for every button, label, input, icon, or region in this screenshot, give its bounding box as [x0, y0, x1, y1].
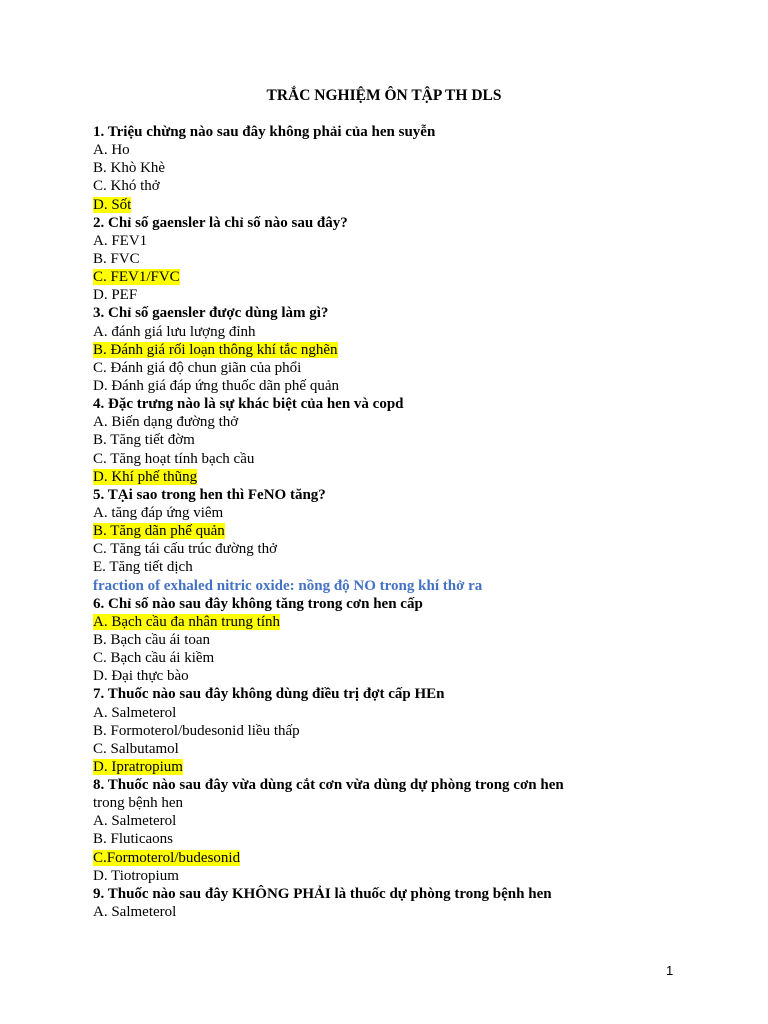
option-text: C. Khó thở [93, 178, 160, 195]
option-text: B. Khò Khè [93, 160, 166, 177]
document-title: TRẮC NGHIỆM ÔN TẬP TH DLS [266, 87, 502, 104]
option-text: D. PEF [93, 287, 138, 304]
option-text: A. tăng đáp ứng viêm [93, 504, 224, 521]
document-line [93, 468, 693, 486]
option-text: B. Tăng tiết đờm [93, 432, 195, 449]
option-text: A. Salmeterol [93, 904, 177, 921]
option-text: D. Tiotropium [93, 867, 179, 884]
answer-option-highlighted: C. FEV1/FVC [93, 269, 180, 286]
question-list [93, 123, 693, 921]
option-text: B. Bạch cầu ái toan [93, 631, 211, 648]
document-line [93, 577, 693, 595]
document-line [93, 740, 693, 758]
document-line [93, 903, 693, 921]
option-text: trong bệnh hen [93, 795, 183, 812]
option-text: D. Đánh giá đáp ứng thuốc dãn phế quản [93, 377, 339, 394]
option-text: A. FEV1 [93, 232, 148, 249]
question-text: 4. Đặc trưng nào là sự khác biệt của hen và copd [93, 396, 404, 413]
document-line [93, 214, 693, 232]
document-line [93, 431, 693, 449]
document-line [93, 232, 693, 250]
document-line [93, 649, 693, 667]
answer-option-highlighted: C.Formoterol/budesonid [93, 849, 241, 866]
answer-option-highlighted: D. Khí phế thũng [93, 468, 198, 485]
document-line [93, 830, 693, 848]
document-line [93, 323, 693, 341]
document-line [93, 177, 693, 195]
question-text: 1. Triệu chừng nào sau đây không phải của hen suyễn [93, 124, 436, 140]
document-line [93, 450, 693, 468]
answer-option-highlighted: B. Tăng dãn phế quản [93, 523, 225, 540]
answer-option-highlighted: A. Bạch cầu đa nhân trung tính [93, 613, 281, 630]
answer-option-highlighted: B. Đánh giá rối loạn thông khí tắc nghẽn [93, 341, 338, 358]
question-text: 9. Thuốc nào sau đây KHÔNG PHẢI là thuốc dự phòng trong bệnh hen [93, 885, 552, 902]
option-text: C. Salbutamol [93, 740, 179, 757]
option-text: C. Tăng hoạt tính bạch cầu [93, 450, 255, 467]
document-line [93, 867, 693, 885]
document-line [93, 359, 693, 377]
option-text: B. Formoterol/budesonid liều thấp [93, 722, 300, 739]
question-text: 8. Thuốc nào sau đây vừa dùng cắt cơn vừa dùng dự phòng trong cơn hen [93, 777, 564, 794]
document-line [93, 123, 693, 141]
document-line [93, 631, 693, 649]
document-line [93, 558, 693, 576]
answer-option-highlighted: D. Sốt [93, 196, 132, 213]
document-line [93, 486, 693, 504]
document-line [93, 613, 693, 631]
option-text: A. Ho [93, 142, 130, 159]
question-text: 7. Thuốc nào sau đây không dùng điều trị đợt cấp HEn [93, 686, 445, 703]
question-text: 6. Chỉ số nào sau đây không tăng trong cơn hen cấp [93, 595, 423, 612]
document-line [93, 540, 693, 558]
option-text: A. đánh giá lưu lượng đỉnh [93, 323, 256, 340]
document-line [93, 812, 693, 830]
option-text: A. Biến dạng đường thở [93, 414, 239, 431]
document-line [93, 522, 693, 540]
option-text: A. Salmeterol [93, 704, 177, 721]
document-line [93, 504, 693, 522]
document-line [93, 377, 693, 395]
answer-option-highlighted: D. Ipratropium [93, 758, 183, 775]
document-line [93, 849, 693, 867]
option-text: B. FVC [93, 250, 140, 267]
question-text: 3. Chỉ số gaensler được dùng làm gì? [93, 305, 329, 322]
document-line [93, 595, 693, 613]
document-line [93, 885, 693, 903]
document-line [93, 794, 693, 812]
option-text: C. Bạch cầu ái kiềm [93, 650, 215, 667]
question-text: 5. TẠi sao trong hen thì FeNO tăng? [93, 486, 326, 503]
option-text: A. Salmeterol [93, 813, 177, 830]
page-number: 1 [666, 963, 674, 978]
document-line [93, 722, 693, 740]
document-line [93, 704, 693, 722]
note-text: fraction of exhaled nitric oxide: nồng độ NO trong khí thở ra [93, 577, 483, 594]
document-line [93, 159, 693, 177]
document-line [93, 413, 693, 431]
document-line [93, 667, 693, 685]
option-text: C. Đánh giá độ chun giãn của phổi [93, 359, 302, 376]
document-line [93, 286, 693, 304]
document-line [93, 304, 693, 322]
document-line [93, 395, 693, 413]
document-line [93, 685, 693, 703]
document-line [93, 776, 693, 794]
question-text: 2. Chỉ số gaensler là chỉ số nào sau đây? [93, 214, 348, 231]
document-line [93, 758, 693, 776]
document-line [93, 268, 693, 286]
document-line [93, 196, 693, 214]
option-text: D. Đại thực bào [93, 668, 189, 685]
document-line [93, 341, 693, 359]
option-text: B. Fluticaons [93, 831, 174, 848]
document-line [93, 250, 693, 268]
option-text: C. Tăng tái cấu trúc đường thở [93, 541, 278, 558]
document-line [93, 141, 693, 159]
option-text: E. Tăng tiết dịch [93, 559, 193, 576]
